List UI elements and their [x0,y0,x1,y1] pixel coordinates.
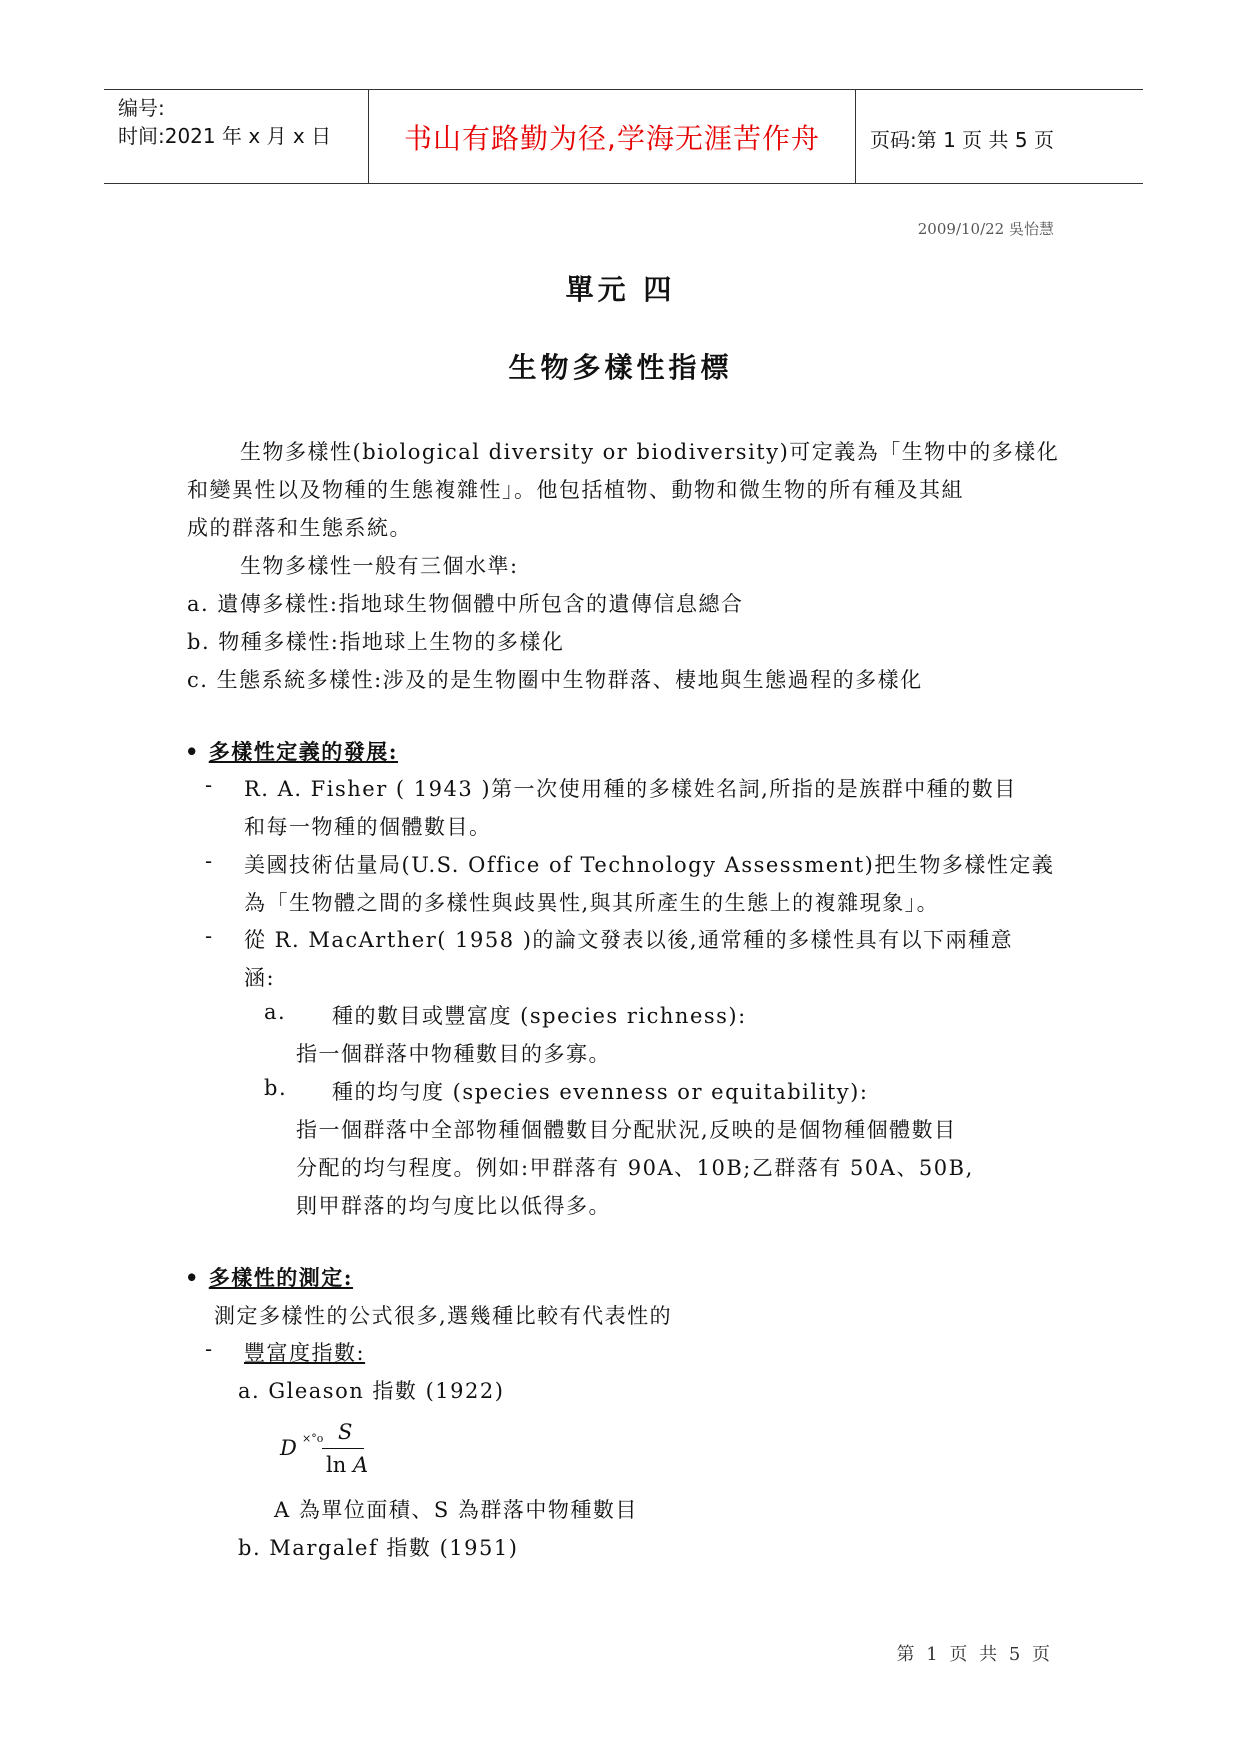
fraction-bar [322,1448,364,1449]
section-heading-definition [185,736,398,766]
dash-bullet: - [205,924,214,948]
gleason-formula [280,1420,400,1480]
definition-item-line: R. A. Fisher ( 1943 )第一次使用種的多樣姓名詞,所指的是族群中種的數目 [244,777,1017,801]
level-item: a. 遺傳多樣性:指地球生物個體中所包含的遺傳信息總合 [187,592,744,616]
formula-denominator [326,1453,368,1477]
level-item: c. 生態系統多樣性:涉及的是生物圈中生物群落、棲地與生態過程的多樣化 [187,668,923,692]
margalef-index-item: b. Margalef 指數 (1951) [238,1536,519,1560]
level-item: b. 物種多樣性:指地球上生物的多樣化 [187,630,565,654]
sub-item-marker: b. [264,1076,288,1100]
intro-paragraph-line: 和變異性以及物種的生態複雜性」。他包括植物、動物和微生物的所有種及其組 [187,478,964,502]
definition-item-line: 為「生物體之間的多樣性與歧異性,與其所產生的生態上的複雜現象」。 [244,891,940,915]
sub-item-description: 指一個群落中物種數目的多寡。 [296,1042,611,1066]
bullet-dot: • [185,1265,200,1290]
time-label: 时间:2021 年 x 月 x 日 [118,124,332,148]
sub-item-marker: a. [264,1000,287,1024]
section-heading-measurement [185,1262,353,1292]
dash-bullet: - [205,849,214,873]
formula-function: ln [326,1453,347,1477]
formula-variable: A [352,1453,369,1477]
header-page-cell [856,90,1143,183]
definition-item-line: 和每一物種的個體數目。 [244,815,492,839]
levels-intro: 生物多樣性一般有三個水準: [240,554,519,578]
serial-number-label: 编号: [118,96,165,120]
gleason-note: A 為單位面積、S 為群落中物種數目 [274,1498,638,1522]
dash-bullet: - [205,773,214,797]
formula-lhs: D [280,1436,297,1460]
definition-item-line: 涵: [244,966,276,990]
gleason-index-item: a. Gleason 指數 (1922) [238,1379,505,1403]
date-author: 2009/10/22 吳怡慧 [917,220,1054,238]
formula-numerator: S [338,1420,353,1444]
header-motto: 书山有路勤为径,学海无涯苦作舟 [404,122,820,155]
sub-item-title: 種的均勻度 (species evenness or equitability): [332,1080,869,1104]
richness-index-heading: 豐富度指數: [244,1341,366,1365]
intro-paragraph-line: 成的群落和生態系統。 [187,516,412,540]
page-number-label: 页码:第 1 页 共 5 页 [870,128,1054,152]
page-footer: 第 1 页 共 5 页 [896,1644,1053,1665]
header-meta-cell [104,90,368,183]
document-header [104,89,1143,184]
formula-relation: ×°o [302,1432,324,1445]
bullet-dot: • [185,739,200,764]
sub-item-description: 則甲群落的均勻度比以低得多。 [296,1194,611,1218]
sub-item-description: 分配的均勻程度。例如:甲群落有 90A、10B;乙群落有 50A、50B, [296,1156,974,1180]
sub-item-title: 種的數目或豐富度 (species richness): [332,1004,747,1028]
definition-item-line: 美國技術估量局(U.S. Office of Technology Assessment)把生物多樣性定義 [244,853,1055,877]
unit-title: 單元 四 [565,273,676,306]
sub-item-description: 指一個群落中全部物種個體數目分配狀況,反映的是個物種個體數目 [296,1118,957,1142]
section-heading-text: 多樣性的測定: [208,1265,354,1290]
page-title: 生物多樣性指標 [508,351,733,384]
header-motto-cell [368,90,856,183]
dash-bullet: - [205,1337,214,1361]
intro-paragraph-line: 生物多樣性(biological diversity or biodiversity)可定義為「生物中的多樣化 [240,440,1060,464]
section-heading-text: 多樣性定義的發展: [208,739,399,764]
definition-item-line: 從 R. MacArther( 1958 )的論文發表以後,通常種的多樣性具有以下兩種意 [244,928,1014,952]
measurement-intro: 測定多樣性的公式很多,選幾種比較有代表性的 [214,1304,673,1328]
